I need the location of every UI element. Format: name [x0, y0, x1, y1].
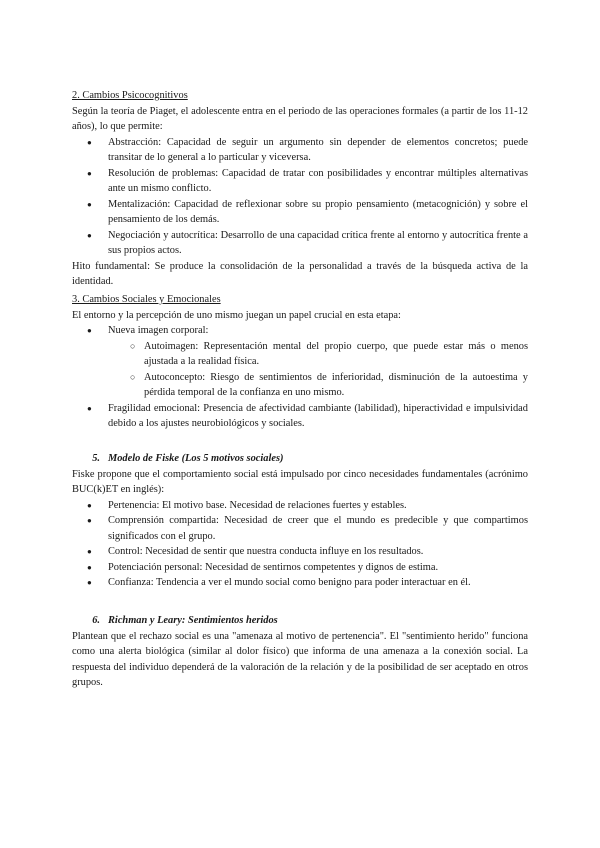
bullet-icon: ●	[87, 137, 92, 147]
list-item: ● Fragilidad emocional: Presencia de afectividad cambiante (labilidad), hiperactividad e impulsividad debido a los ajustes neurobiológicos y sociales.	[87, 402, 528, 429]
list-item: ● Pertenencia: El motivo base. Necesidad de relaciones fuertes y estables.	[72, 498, 528, 514]
bullet-icon: ●	[87, 547, 92, 556]
bullet-icon: ●	[87, 230, 92, 240]
section-fiske	[72, 451, 528, 591]
section-number: 5.	[92, 453, 100, 464]
sub-bullet-list	[108, 339, 528, 401]
section-heading: 5. Modelo de Fiske (Los 5 motivos sociales)	[72, 451, 528, 467]
bullet-icon: ●	[87, 516, 92, 525]
section-intro: Fiske propone que el comportamiento social está impulsado por cinco necesidades fundamentales (acrónimo BUC(k)ET en inglés):	[72, 468, 528, 495]
bullet-list	[72, 323, 528, 432]
list-item: ● Mentalización: Capacidad de reflexionar sobre su propio pensamiento (metacognición) y sobre el pensamiento de los demás.	[87, 198, 528, 225]
section-heading: 6. Richman y Leary: Sentimientos heridos	[72, 613, 528, 629]
list-item: ● Resolución de problemas: Capacidad de tratar con posibilidades y encontrar múltiples alternativas ante un mismo conflicto.	[87, 167, 528, 194]
section-body: Plantean que el rechazo social es una "amenaza al motivo de pertenencia". El "sentimiento herido" funciona como una alerta biológica (similar al dolor físico) que informa de una amenaza a la conexión social. La respuesta del individuo dependerá de la valoración de la relación y de la posibilidad de ser aceptado en otros grupos.	[72, 630, 528, 688]
section-richman-leary	[72, 613, 528, 691]
sub-list-item: ○ Autoconcepto: Riesgo de sentimientos de inferioridad, disminución de la autoestima y pérdida temporal de la confianza en uno mismo.	[130, 371, 528, 398]
section-intro: Según la teoría de Piaget, el adolescente entra en el periodo de las operaciones formales (a partir de los 11-12 años), lo que permite:	[72, 105, 528, 132]
list-item: ● Negociación y autocrítica: Desarrollo de una capacidad crítica frente al entorno y autocrítica frente a sus propios actos.	[87, 229, 528, 256]
list-item: ● Comprensión compartida: Necesidad de creer que el mundo es predecible y que compartimos significados con el grupo.	[87, 515, 528, 542]
section-title: 3. Cambios Sociales y Emocionales	[72, 294, 221, 305]
section-number: 6.	[92, 615, 100, 626]
bullet-icon: ●	[87, 326, 92, 335]
list-item: ● Abstracción: Capacidad de seguir un argumento sin depender de elementos concretos; puede transitar de lo general a lo particular y viceversa.	[87, 136, 528, 163]
bullet-icon: ●	[87, 578, 92, 587]
list-item: ● Confianza: Tendencia a ver el mundo social como benigno para poder interactuar en él.	[72, 575, 528, 591]
list-item: ● Potenciación personal: Necesidad de sentirnos competentes y dignos de estima.	[72, 560, 528, 576]
bullet-list	[72, 498, 528, 591]
list-item: ● Nueva imagen corporal: ○ Autoimagen: Representación mental del propio cuerpo, que puede estar más o menos ajustada a la realidad física. ○ Autoconcepto: Riesgo de sentimientos de inferioridad, disminución de la autoestima y pérdida temporal de la confianza en uno mismo.	[72, 323, 528, 401]
circle-bullet-icon: ○	[130, 340, 136, 351]
section-psicocognitivos	[72, 88, 528, 290]
section-sociales-emocionales	[72, 292, 528, 432]
bullet-icon: ●	[87, 500, 92, 510]
bullet-list	[72, 135, 528, 259]
circle-bullet-icon: ○	[130, 371, 136, 382]
sub-list-item: ○ Autoimagen: Representación mental del propio cuerpo, que puede estar más o menos ajustada a la realidad física.	[130, 340, 528, 367]
section-title: 2. Cambios Psicocognitivos	[72, 90, 188, 101]
section-outro: Hito fundamental: Se produce la consolidación de la personalidad a través de la búsqueda activa de la identidad.	[72, 260, 528, 287]
section-intro: El entorno y la percepción de uno mismo juegan un papel crucial en esta etapa:	[72, 309, 401, 321]
bullet-icon: ●	[87, 403, 92, 413]
list-item: ● Control: Necesidad de sentir que nuestra conducta influye en los resultados.	[72, 544, 528, 560]
bullet-icon: ●	[87, 199, 92, 209]
bullet-icon: ●	[87, 168, 92, 178]
bullet-icon: ●	[87, 562, 92, 572]
